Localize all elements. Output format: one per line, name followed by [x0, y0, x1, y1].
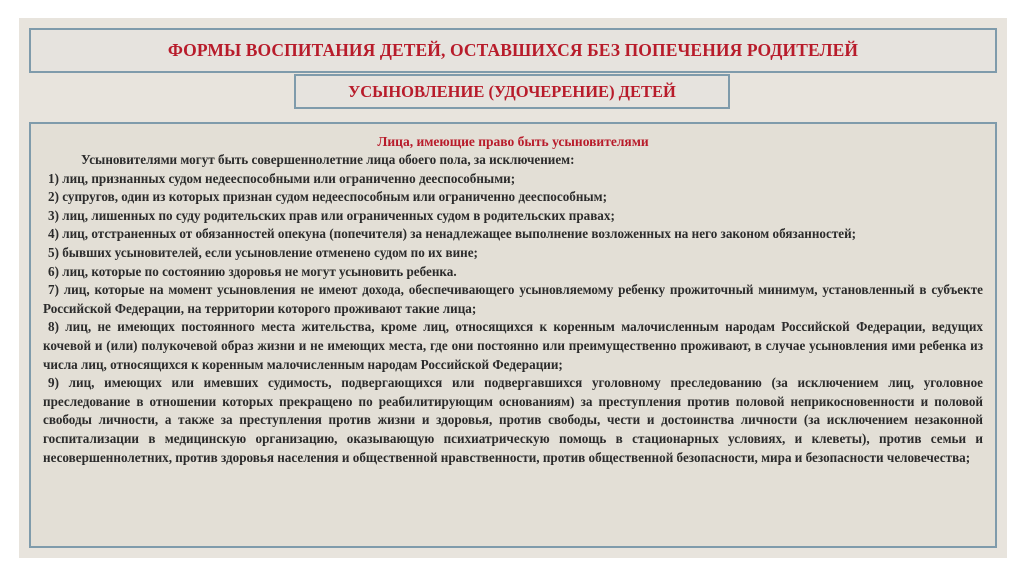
intro-text: Усыновителями могут быть совершеннолетние лица обоего пола, за исключением:: [81, 152, 575, 167]
list-item: 9) лиц, имеющих или имевших судимость, подвергающихся или подвергавшихся уголовному преследованию (за исключением лиц, уголовное преследование в отношении которых прекращено по реабилитирующим основаниям) за преступления против половой неприкосновенности и половой свободы личности, а также за преступления против жизни и здоровья, против свободы, чести и достоинства личности (за исключением незаконной госпитализации в медицинскую организацию, оказывающую психиатрическую помощь в стационарных условиях, и клеветы), против семьи и несовершеннолетних, против здоровья населения и общественной нравственности, против общественной безопасности, мира и безопасности человечества;: [43, 375, 983, 465]
list-item: 6) лиц, которые по состоянию здоровья не могут усыновить ребенка.: [48, 263, 457, 279]
exclusion-list: [43, 170, 983, 468]
page-title: ФОРМЫ ВОСПИТАНИЯ ДЕТЕЙ, ОСТАВШИХСЯ БЕЗ ПОПЕЧЕНИЯ РОДИТЕЛЕЙ: [167, 40, 859, 60]
title-box: [29, 28, 997, 73]
section-subtitle: УСЫНОВЛЕНИЕ (УДОЧЕРЕНИЕ) ДЕТЕЙ: [348, 81, 676, 101]
list-item: 4) лиц, отстраненных от обязанностей опекуна (попечителя) за ненадлежащее выполнение возложенных на него законом обязанностей;: [48, 226, 857, 242]
slide: [19, 18, 1007, 558]
list-item: 1) лиц, признанных судом недееспособными или ограниченно дееспособными;: [48, 170, 516, 186]
subtitle-box: [294, 74, 730, 109]
list-item: 7) лиц, которые на момент усыновления не имеют дохода, обеспечивающего усыновляемому ребенку прожиточный минимум, установленный в субъекте Российской Федерации, на территории которого проживают такие лица;: [43, 282, 983, 316]
list-item: 8) лиц, не имеющих постоянного места жительства, кроме лиц, относящихся к коренным малочисленным народам Российской Федерации, ведущих кочевой и (или) полукочевой образ жизни и не имеющих места, где они постоянно или преимущественно проживают, в случае усыновления ими ребенка из числа лиц, относящихся к коренным малочисленным народам Российской Федерации;: [43, 319, 983, 372]
content-box: [29, 122, 997, 548]
list-item: 2) супругов, один из которых признан судом недееспособным или ограниченно дееспособным;: [48, 189, 607, 205]
content-heading: Лица, имеющие право быть усыновителями: [377, 134, 649, 149]
list-item: 5) бывших усыновителей, если усыновление отменено судом по их вине;: [48, 244, 478, 260]
list-item: 3) лиц, лишенных по суду родительских прав или ограниченных судом в родительских правах;: [48, 207, 615, 223]
